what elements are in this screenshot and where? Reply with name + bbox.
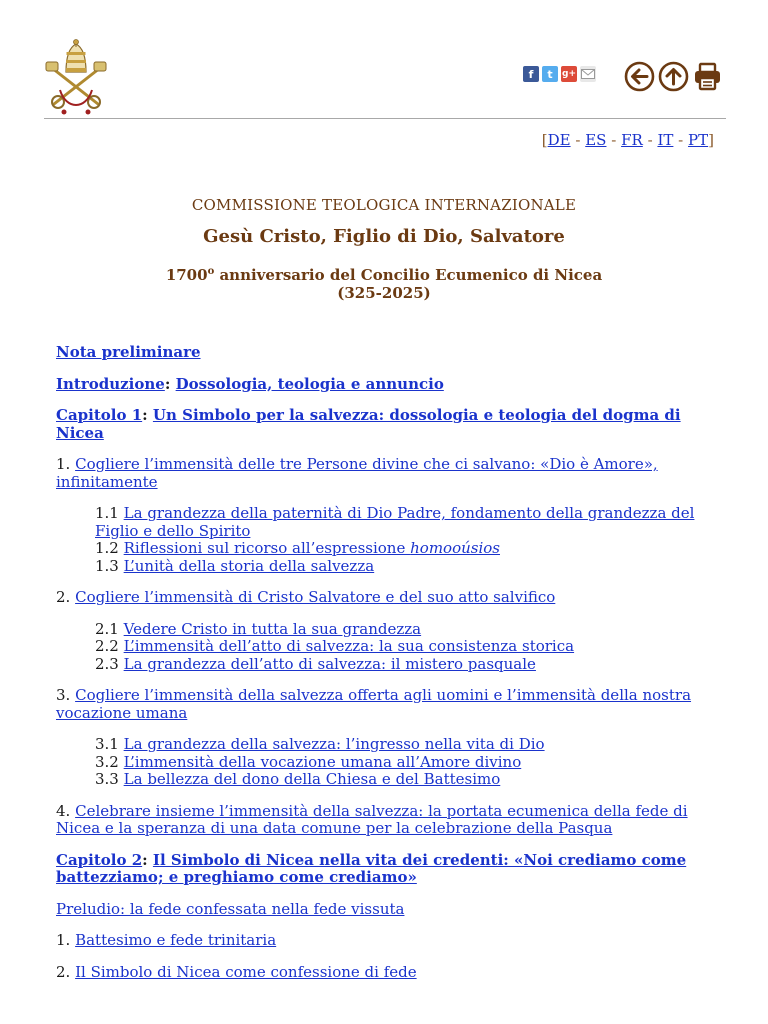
toc-sublist-s3 <box>56 736 716 789</box>
toc-colon: : <box>142 406 148 424</box>
toc-number: 2.2 <box>95 637 119 655</box>
toc-link-s4[interactable]: Celebrare insieme l’immensità della salvezza: la portata ecumenica della fede di Nicea e la speranza di una data comune per la celebrazione della Pasqua <box>56 801 688 837</box>
up-arrow-icon[interactable] <box>658 61 689 92</box>
toc-item-s1 <box>56 456 716 491</box>
toc-link-s2[interactable]: Cogliere l’immensità di Cristo Salvatore e del suo atto salvifico <box>75 588 556 606</box>
toc-link-preludio[interactable]: Preludio: la fede confessata nella fede vissuta <box>56 899 405 918</box>
toc-link-cap2-label[interactable]: Capitolo 2 <box>56 850 143 869</box>
toc-number: 1.1 <box>95 504 119 522</box>
toc-item-nota <box>56 344 716 362</box>
anniversary-text: anniversario del Concilio Ecumenico di Nicea <box>214 266 603 284</box>
toc-item-s3-3 <box>56 771 716 789</box>
toc-number: 1.2 <box>95 539 119 557</box>
table-of-contents <box>56 344 716 981</box>
page-nav-icons <box>624 61 723 92</box>
toc-item-s1-2 <box>56 540 716 558</box>
toc-item-cap1 <box>56 407 716 442</box>
toc-sublist-s2 <box>56 621 716 674</box>
toc-link-s3-3[interactable]: La bellezza del dono della Chiesa e del Battesimo <box>123 770 501 788</box>
toc-item-preludio <box>56 901 716 919</box>
toc-number: 2.1 <box>95 619 119 638</box>
toc-item-s3-2 <box>56 754 716 772</box>
toc-link-s3-1[interactable]: La grandezza della salvezza: l’ingresso nella vita di Dio <box>123 735 545 753</box>
toc-item-c2s2 <box>56 964 716 982</box>
twitter-icon[interactable]: t <box>542 66 558 82</box>
printer-icon[interactable] <box>692 61 723 92</box>
toc-item-cap2 <box>56 852 716 887</box>
anniversary-ordinal: o <box>207 266 215 277</box>
toc-number: 3.1 <box>95 735 119 753</box>
toc-colon: : <box>164 374 171 393</box>
toc-link-cap2-title[interactable]: Il Simbolo di Nicea nella vita dei credenti: «Noi crediamo come battezziamo; e preghiamo come crediamo» <box>56 850 687 886</box>
back-arrow-icon[interactable] <box>624 61 655 92</box>
toc-link-s1-2-text: Riflessioni sul ricorso all’espressione <box>123 539 411 557</box>
page-header <box>0 0 768 120</box>
language-selector <box>542 131 714 149</box>
anniversary-subtitle <box>0 263 768 302</box>
header-divider <box>44 118 726 119</box>
toc-item-s2-3 <box>56 656 716 674</box>
toc-number: 2.3 <box>95 654 119 673</box>
toc-number: 4. <box>56 801 71 820</box>
toc-link-intro-title[interactable]: Dossologia, teologia e annuncio <box>175 374 444 393</box>
lang-close-bracket: ] <box>708 131 714 149</box>
social-share-bar <box>523 66 596 82</box>
toc-sublist-s1 <box>56 505 716 575</box>
document-title: Gesù Cristo, Figlio di Dio, Salvatore <box>203 226 565 247</box>
lang-link-pt[interactable]: PT <box>688 131 709 149</box>
toc-item-s3 <box>56 687 716 722</box>
lang-link-it[interactable]: IT <box>657 131 674 149</box>
toc-item-intro <box>56 376 716 394</box>
toc-link-s1-1[interactable]: La grandezza della paternità di Dio Padre, fondamento della grandezza del Figlio e dello Spirito <box>95 504 695 540</box>
lang-open-bracket: [ <box>541 131 548 149</box>
toc-link-s2-3[interactable]: La grandezza dell’atto di salvezza: il mistero pasquale <box>123 654 536 673</box>
toc-number: 3.3 <box>95 770 119 788</box>
lang-sep: - <box>647 131 653 149</box>
toc-number: 2. <box>56 588 71 606</box>
toc-item-s1-1 <box>56 505 716 540</box>
toc-link-c2s1[interactable]: Battesimo e fede trinitaria <box>75 931 277 949</box>
toc-link-cap1-label[interactable]: Capitolo 1 <box>56 406 143 424</box>
lang-sep: - <box>611 131 617 149</box>
lang-link-fr[interactable]: FR <box>621 131 643 149</box>
toc-item-s2-1 <box>56 621 716 639</box>
toc-link-s1-2-italic: homooúsios <box>410 539 500 557</box>
toc-item-s1-3 <box>56 558 716 576</box>
toc-link-s1-2[interactable] <box>124 539 500 557</box>
toc-link-c2s2[interactable]: Il Simbolo di Nicea come confessione di fede <box>75 962 417 981</box>
toc-link-s3[interactable]: Cogliere l’immensità della salvezza offerta agli uomini e l’immensità della nostra vocazione umana <box>56 686 692 722</box>
toc-item-s2 <box>56 589 716 607</box>
toc-link-intro-label[interactable]: Introduzione <box>56 374 165 393</box>
lang-link-de[interactable]: DE <box>547 131 571 149</box>
toc-link-s1[interactable]: Cogliere l’immensità delle tre Persone divine che ci salvano: «Dio è Amore», infinitamente <box>56 455 658 491</box>
toc-number: 3. <box>56 686 71 704</box>
toc-link-s2-1[interactable]: Vedere Cristo in tutta la sua grandezza <box>123 619 422 638</box>
toc-item-s4 <box>56 803 716 838</box>
toc-item-s3-1 <box>56 736 716 754</box>
toc-colon: : <box>142 850 148 869</box>
toc-number: 1. <box>56 931 71 949</box>
email-icon[interactable] <box>580 66 596 82</box>
anniversary-years: (325-2025) <box>337 284 431 302</box>
toc-link-s2-2[interactable]: L’immensità dell’atto di salvezza: la sua consistenza storica <box>123 637 575 655</box>
toc-number: 1. <box>56 455 71 473</box>
lang-sep: - <box>575 131 581 149</box>
toc-link-nota[interactable]: Nota preliminare <box>56 343 201 361</box>
toc-link-s1-3[interactable]: L’unità della storia della salvezza <box>123 556 375 575</box>
lang-sep: - <box>678 131 684 149</box>
facebook-icon[interactable]: f <box>523 66 539 82</box>
commission-name: COMMISSIONE TEOLOGICA INTERNAZIONALE <box>191 196 577 214</box>
toc-link-cap1-title[interactable]: Un Simbolo per la salvezza: dossologia e teologia del dogma di Nicea <box>56 406 681 442</box>
toc-link-s3-2[interactable]: L’immensità della vocazione umana all’Amore divino <box>123 752 522 771</box>
anniversary-number: 1700 <box>165 266 208 284</box>
toc-item-c2s1 <box>56 932 716 950</box>
toc-item-s2-2 <box>56 638 716 656</box>
lang-link-es[interactable]: ES <box>585 131 607 149</box>
toc-number: 3.2 <box>95 752 119 771</box>
google-plus-icon[interactable]: g+ <box>561 66 577 82</box>
toc-number: 2. <box>56 962 71 981</box>
toc-number: 1.3 <box>95 556 119 575</box>
papal-coat-of-arms-icon <box>42 38 110 116</box>
